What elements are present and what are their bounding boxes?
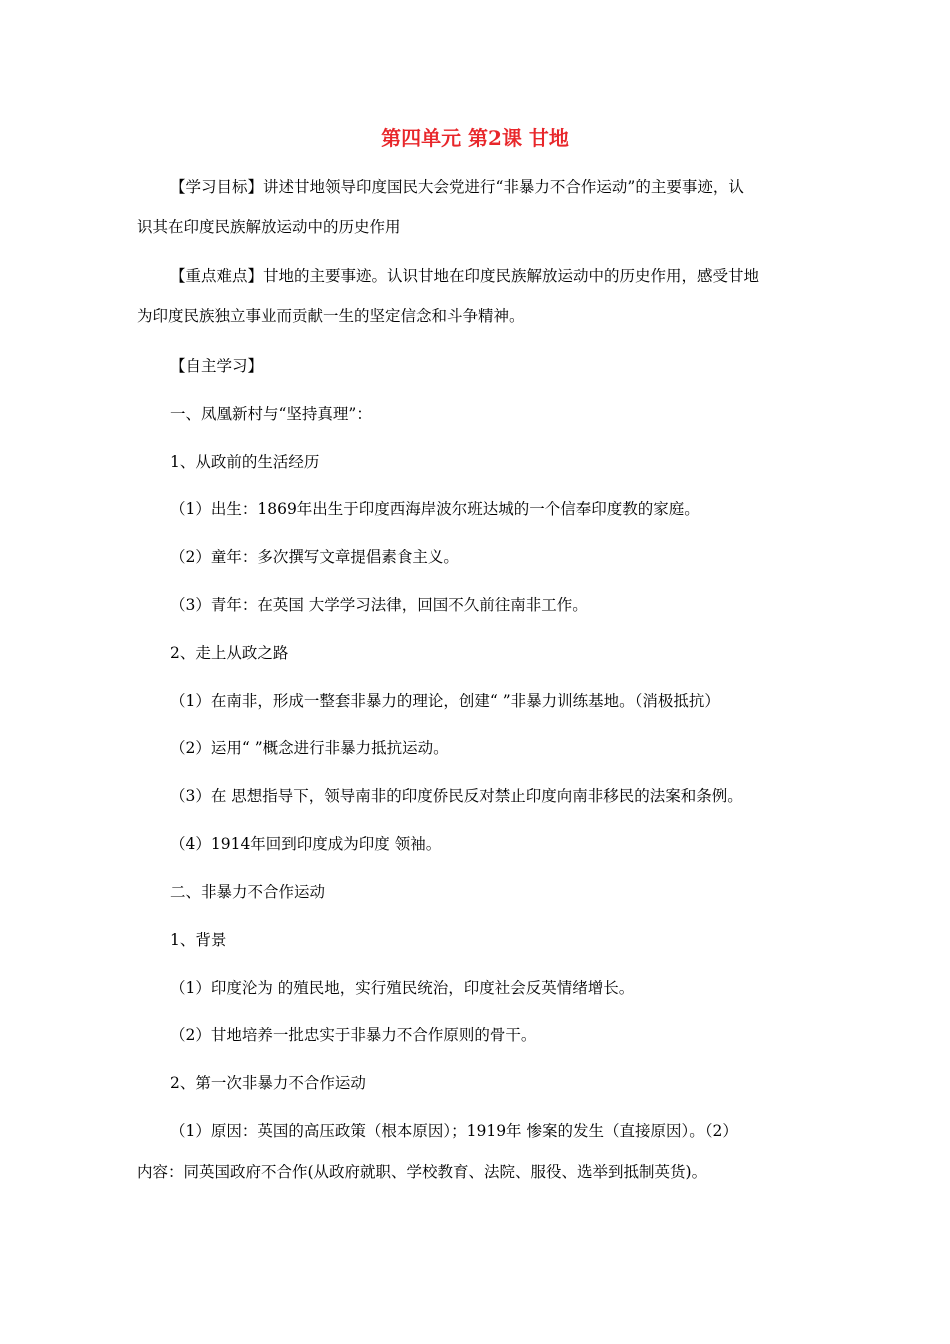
document-title: 第四单元 第2课 甘地 xyxy=(381,126,569,150)
list-item: （2）甘地培养一批忠实于非暴力不合作原则的骨干。 xyxy=(170,1026,537,1044)
list-item: （3）在 思想指导下，领导南非的印度侨民反对禁止印度向南非移民的法案和条例。 xyxy=(170,787,743,805)
subsection-1-2-heading: 2、走上从政之路 xyxy=(170,644,289,662)
section-1-heading: 一、凤凰新村与“坚持真理”： xyxy=(170,405,372,423)
list-item-continuation: 内容：同英国政府不合作(从政府就职、学校教育、法院、服役、选举到抵制英货)。 xyxy=(137,1163,708,1181)
list-item: （3）青年：在英国 大学学习法律，回国不久前往南非工作。 xyxy=(170,596,588,614)
list-item: （2）童年：多次撰写文章提倡素食主义。 xyxy=(170,548,459,566)
list-item: （1）出生：1869年出生于印度西海岸波尔班达城的一个信奉印度教的家庭。 xyxy=(170,500,700,518)
subsection-2-1-heading: 1、背景 xyxy=(170,931,227,949)
list-item: （4）1914年回到印度成为印度 领袖。 xyxy=(170,835,442,853)
learning-objective-line-2: 识其在印度民族解放运动中的历史作用 xyxy=(137,218,401,236)
self-study-heading: 【自主学习】 xyxy=(170,357,264,375)
subsection-1-1-heading: 1、从政前的生活经历 xyxy=(170,453,320,471)
learning-objective-line-1: 【学习目标】讲述甘地领导印度国民大会党进行“非暴力不合作运动”的主要事迹，认 xyxy=(170,178,744,196)
key-points-line-2: 为印度民族独立事业而贡献一生的坚定信念和斗争精神。 xyxy=(137,307,525,325)
list-item: （1）在南非，形成一整套非暴力的理论，创建“ ”非暴力训练基地。（消极抵抗） xyxy=(170,692,720,710)
key-points-line-1: 【重点难点】甘地的主要事迹。认识甘地在印度民族解放运动中的历史作用，感受甘地 xyxy=(170,267,760,285)
list-item: （2）运用“ ”概念进行非暴力抵抗运动。 xyxy=(170,739,449,757)
section-2-heading: 二、非暴力不合作运动 xyxy=(170,883,326,901)
list-item: （1）印度沦为 的殖民地，实行殖民统治，印度社会反英情绪增长。 xyxy=(170,979,635,997)
list-item: （1）原因：英国的高压政策（根本原因）；1919年 惨案的发生（直接原因）。（2） xyxy=(170,1122,738,1140)
subsection-2-2-heading: 2、第一次非暴力不合作运动 xyxy=(170,1074,366,1092)
